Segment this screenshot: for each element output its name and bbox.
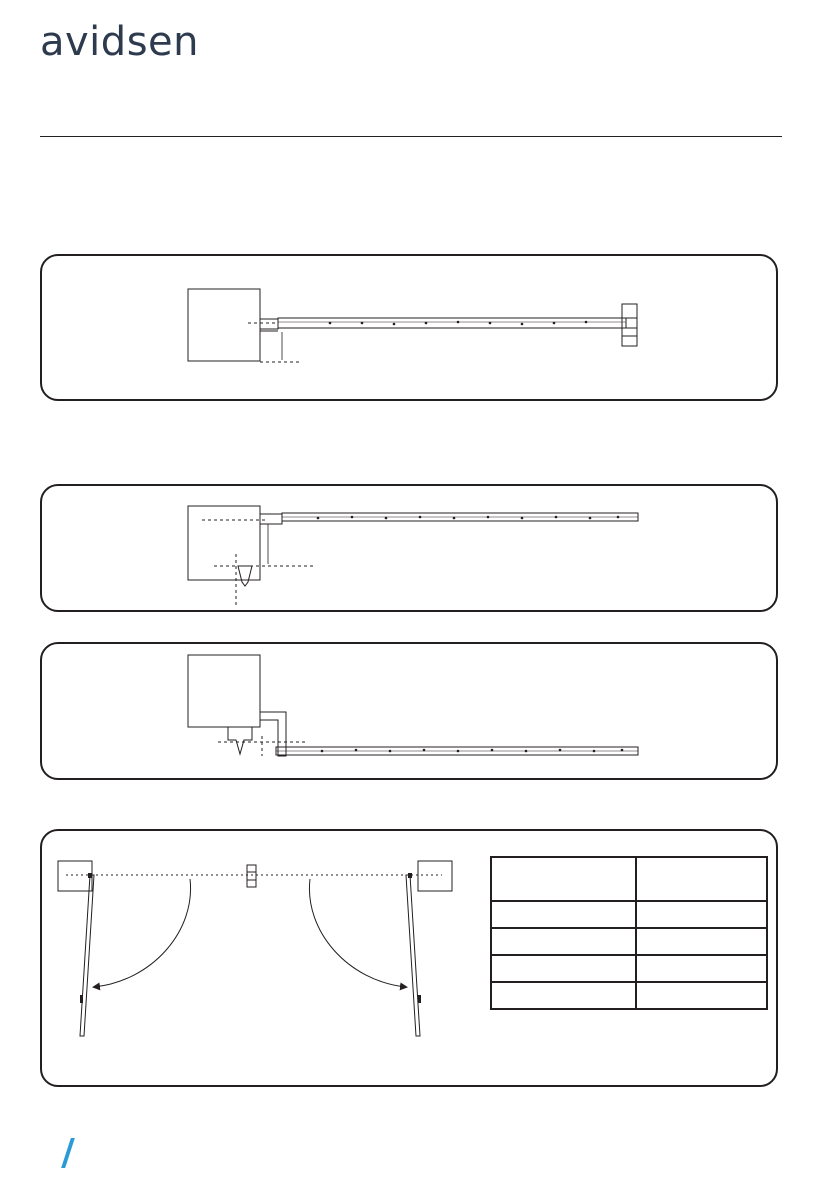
- left-leaf: [80, 875, 94, 1036]
- table-cell: [491, 928, 636, 955]
- motor-fixing: [228, 727, 252, 754]
- table-header-cell: [491, 857, 636, 901]
- right-leaf: [406, 875, 420, 1036]
- left-opening-arc: [94, 879, 191, 987]
- parameters-table: [490, 856, 768, 1010]
- table-header-cell: [636, 857, 767, 901]
- table-cell: [636, 901, 767, 928]
- diagram-panel-motor-mount-b: [40, 642, 778, 780]
- table-cell: [636, 982, 767, 1009]
- table-cell: [491, 982, 636, 1009]
- table-cell: [636, 955, 767, 982]
- left-pillar: [58, 861, 92, 891]
- table-row: [491, 955, 767, 982]
- table-row: [491, 982, 767, 1009]
- pillar: [188, 289, 260, 361]
- offset-bracket: [260, 712, 286, 756]
- right-opening-arc: [309, 879, 406, 987]
- hinge-bracket: [260, 514, 282, 524]
- diagram-panel-double-leaf: [40, 829, 778, 1087]
- table-row: [491, 901, 767, 928]
- motor-mount-diagram-a: [42, 486, 780, 614]
- table-header-row: [491, 857, 767, 901]
- table-cell: [491, 955, 636, 982]
- avidsen-logo: avidsen: [40, 19, 199, 65]
- header-divider: [40, 136, 782, 137]
- table-cell: [491, 901, 636, 928]
- motor-fixing: [238, 566, 252, 586]
- table-cell: [636, 928, 767, 955]
- pillar: [188, 506, 260, 580]
- diagram-panel-motor-mount-a: [40, 484, 778, 612]
- center-stop: [247, 865, 256, 887]
- page-accent-mark: [61, 1138, 75, 1168]
- table-row: [491, 928, 767, 955]
- motor-mount-diagram-b: [42, 644, 780, 782]
- right-pillar: [418, 861, 452, 891]
- closed-leaf-diagram: [42, 256, 780, 403]
- hinge-bracket: [260, 319, 278, 329]
- pillar: [188, 655, 260, 727]
- end-stop: [622, 304, 637, 346]
- diagram-panel-closed-leaf: [40, 254, 778, 401]
